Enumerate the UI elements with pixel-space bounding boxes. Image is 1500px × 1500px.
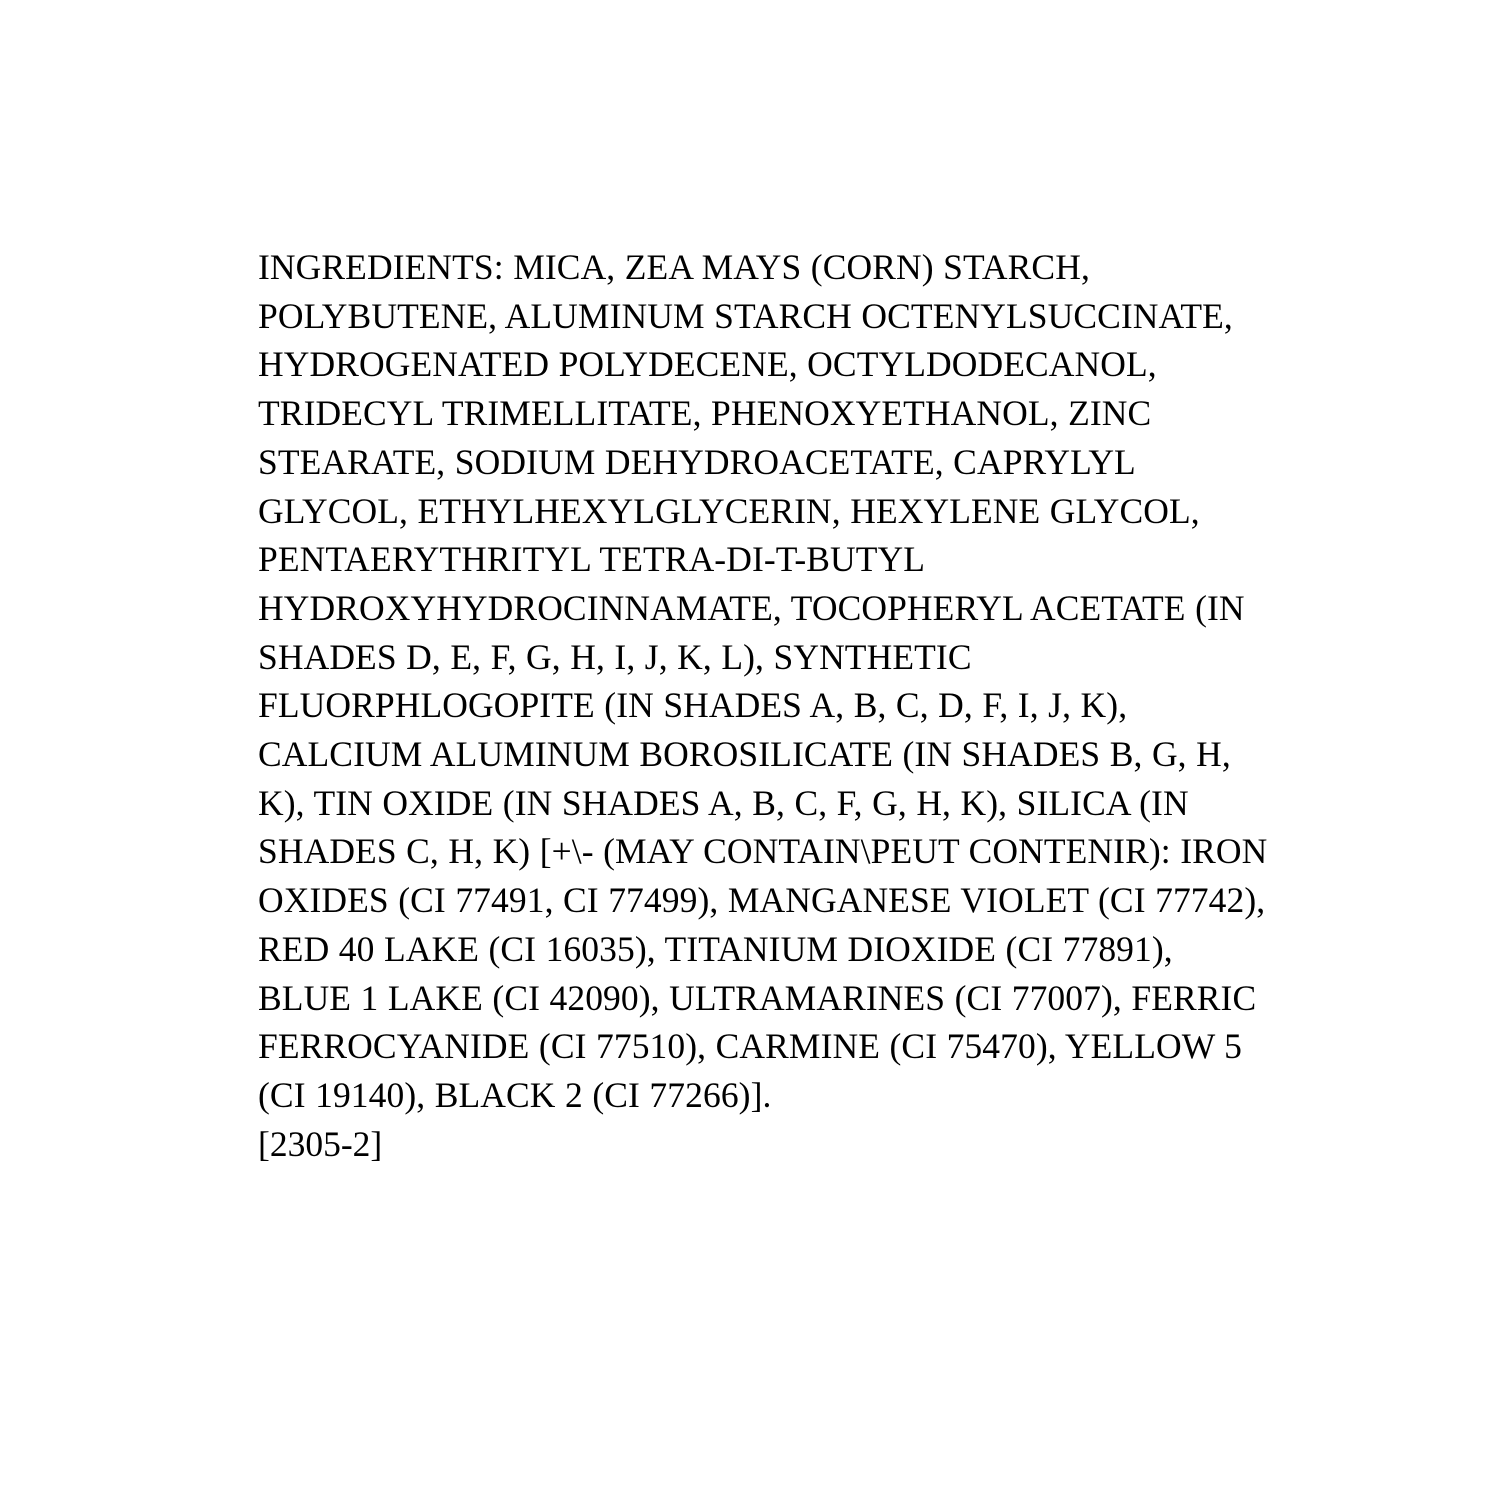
ingredients-paragraph: INGREDIENTS: MICA, ZEA MAYS (CORN) STARCH, POLYBUTENE, ALUMINUM STARCH OCTENYLSUCCINATE, HYDROGENATED POLYDECENE, OCTYLDODECANOL, TRIDECYL TRIMELLITATE, PHENOXYETHANOL, ZINC STEARATE, SODIUM DEHYDROACETATE, CAPRYLYL GLYCOL, ETHYLHEXYLGLYCERIN, HEXYLENE GLYCOL, PENTAERYTHRITYL TETRA-DI-T-BUTYL HYDROXYHYDROCINNAMATE, TOCOPHERYL ACETATE (IN SHADES D, E, F, G, H, I, J, K, L), SYNTHETIC FLUORPHLOGOPITE (IN SHADES A, B, C, D, F, I, J, K), CALCIUM ALUMINUM BOROSILICATE (IN SHADES B, G, H, K), TIN OXIDE (IN SHADES A, B, C, F, G, H, K), SILICA (IN SHADES C, H, K) [+\- (MAY CONTAIN\PEUT CONTENIR): IRON OXIDES (CI 77491, CI 77499), MANGANESE VIOLET (CI 77742), RED 40 LAKE (CI 16035), TITANIUM DIOXIDE (CI 77891), BLUE 1 LAKE (CI 42090), ULTRAMARINES (CI 77007), FERRIC FERROCYANIDE (CI 77510), CARMINE (CI 75470), YELLOW 5 (CI 19140), BLACK 2 (CI 77266)]. [258,247,1268,1115]
ingredients-block [258,243,1268,1168]
batch-code: [2305-2] [258,1123,383,1164]
